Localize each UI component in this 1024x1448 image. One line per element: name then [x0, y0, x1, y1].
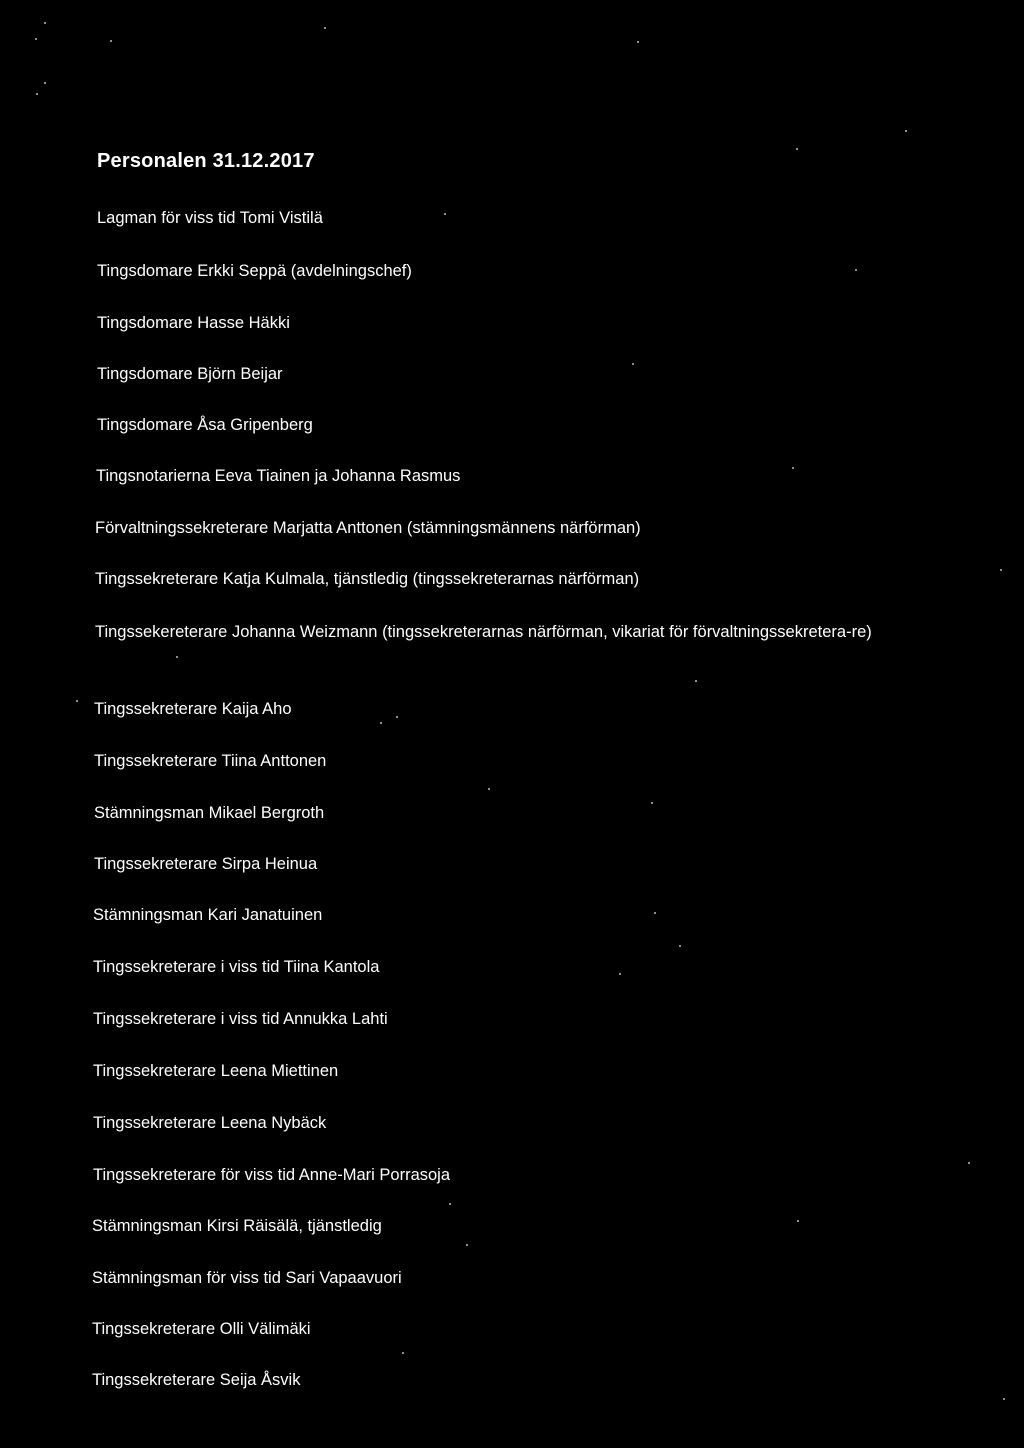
staff-entry: Tingssekereterare Johanna Weizmann (tingssekreterarnas närförman, vikariat för förvaltningssekretera-re) [95, 623, 872, 641]
scan-speck [654, 912, 656, 914]
staff-entry: Tingssekreterare Olli Välimäki [92, 1320, 311, 1338]
scan-speck [796, 148, 798, 150]
staff-entry: Tingssekreterare för viss tid Anne-Mari Porrasoja [93, 1166, 451, 1184]
scan-speck [968, 1162, 970, 1164]
scan-speck [1000, 569, 1002, 571]
scan-speck [651, 802, 653, 804]
scan-speck [380, 722, 382, 724]
scan-speck [36, 93, 38, 95]
scan-speck [176, 656, 178, 658]
staff-entry: Tingsdomare Åsa Gripenberg [97, 416, 313, 434]
staff-entry: Tingsdomare Björn Beijar [97, 365, 283, 383]
staff-entry: Tingsnotarierna Eeva Tiainen ja Johanna Rasmus [96, 467, 461, 485]
staff-entry: Tingssekreterare i viss tid Tiina Kantola [93, 958, 380, 976]
staff-entry: Tingssekreterare Leena Nybäck [93, 1114, 327, 1132]
page-title: Personalen 31.12.2017 [97, 150, 315, 172]
scan-speck [466, 1244, 468, 1246]
scan-speck [76, 700, 78, 702]
staff-entry: Tingsdomare Erkki Seppä (avdelningschef) [97, 262, 412, 280]
scan-speck [855, 269, 857, 271]
staff-entry: Tingssekreterare i viss tid Annukka Lahti [93, 1010, 388, 1028]
scan-speck [35, 38, 37, 40]
staff-entry: Stämningsman Kari Janatuinen [93, 906, 323, 924]
staff-entry: Stämningsman Kirsi Räisälä, tjänstledig [92, 1217, 382, 1235]
scan-speck [488, 788, 490, 790]
staff-entry: Tingssekreterare Leena Miettinen [93, 1062, 339, 1080]
staff-entry: Lagman för viss tid Tomi Vistilä [97, 209, 323, 227]
scan-speck [792, 467, 794, 469]
staff-entry: Tingssekreterare Kaija Aho [94, 700, 292, 718]
staff-entry: Förvaltningssekreterare Marjatta Anttonen (stämningsmännens närförman) [95, 519, 641, 537]
scan-speck [444, 213, 446, 215]
staff-entry: Tingssekreterare Tiina Anttonen [94, 752, 327, 770]
staff-entry: Tingssekreterare Katja Kulmala, tjänstledig (tingssekreterarnas närförman) [95, 570, 640, 588]
staff-entry: Tingsdomare Hasse Häkki [97, 314, 290, 332]
scan-speck [679, 945, 681, 947]
staff-entry: Stämningsman för viss tid Sari Vapaavuori [92, 1269, 402, 1287]
scan-speck [637, 41, 639, 43]
scan-speck [44, 82, 46, 84]
scan-speck [619, 973, 621, 975]
staff-entry: Stämningsman Mikael Bergroth [94, 804, 325, 822]
staff-entry: Tingssekreterare Seija Åsvik [92, 1371, 301, 1389]
scan-speck [797, 1220, 799, 1222]
scan-speck [1003, 1398, 1005, 1400]
scan-speck [110, 40, 112, 42]
scan-speck [449, 1203, 451, 1205]
scan-speck [44, 22, 46, 24]
scan-speck [632, 363, 634, 365]
staff-entry: Tingssekreterare Sirpa Heinua [94, 855, 318, 873]
scan-speck [396, 716, 398, 718]
scan-speck [402, 1352, 404, 1354]
scan-speck [905, 130, 907, 132]
scan-speck [695, 680, 697, 682]
scan-speck [324, 27, 326, 29]
